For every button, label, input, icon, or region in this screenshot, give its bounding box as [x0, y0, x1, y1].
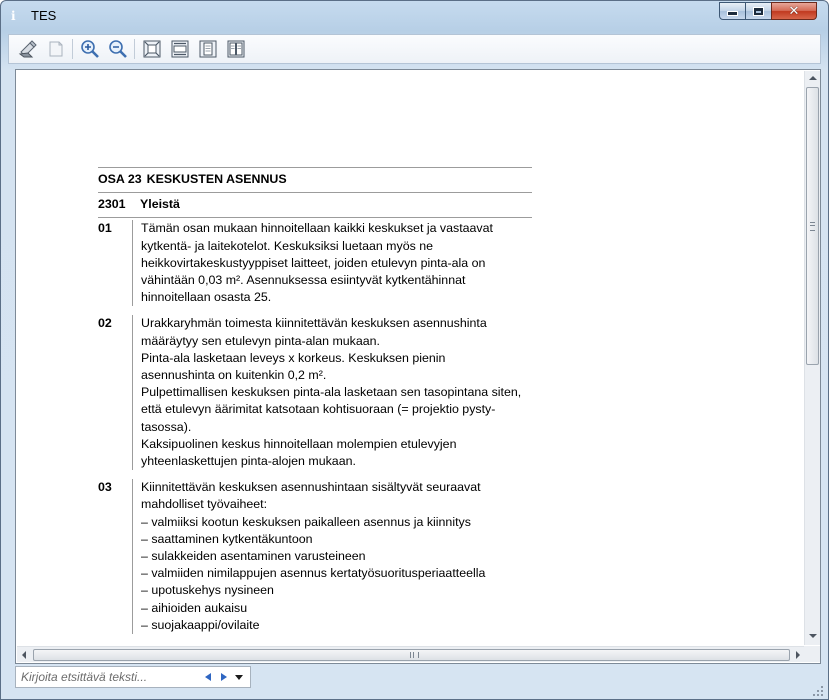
paragraph-text: Kiinnitettävän keskuksen asennushintaan sisältyvät seuraavat mahdolliset työvaiheet: – valmiiksi kootun keskuksen paikalleen asennus ja kiinnitys – saattaminen kytkentäkuntoon – sulakkeiden asentaminen varusteineen – valmiiden nimilappujen asennus kertatyösuoritusperiaatteella – upotuskehys nysineen – aihioiden aukaisu – suojakaappi/ovilaite [141, 480, 486, 632]
minimize-button[interactable] [719, 2, 746, 20]
fit-page-button[interactable] [141, 38, 163, 60]
document-viewer[interactable] [15, 69, 821, 664]
scroll-up-icon[interactable] [809, 76, 817, 80]
fit-page-icon [142, 39, 162, 59]
paragraph-01 [98, 218, 532, 306]
maximize-button[interactable] [745, 2, 772, 20]
fit-width-button[interactable] [169, 38, 191, 60]
horizontal-scrollbar[interactable] [17, 646, 804, 662]
find-bar [15, 666, 251, 688]
chevron-down-icon[interactable] [235, 675, 243, 680]
section-number: OSA 23 [98, 172, 142, 186]
minimize-icon [727, 11, 738, 16]
single-page-button[interactable] [197, 38, 219, 60]
subsection-title: Yleistä [140, 197, 180, 212]
print-button[interactable] [17, 38, 39, 60]
subsection-heading [98, 193, 532, 217]
horizontal-scroll-thumb[interactable] [33, 649, 790, 661]
close-icon: ✕ [788, 3, 800, 19]
find-next-icon[interactable] [221, 673, 227, 681]
section-title: KESKUSTEN ASENNUS [146, 172, 287, 186]
page-button[interactable] [45, 38, 67, 60]
zoom-in-button[interactable] [79, 38, 101, 60]
find-previous-icon[interactable] [205, 673, 211, 681]
document-page [17, 71, 803, 645]
vertical-scroll-thumb[interactable] [806, 87, 819, 365]
grip-icon [810, 222, 815, 231]
document-content [98, 167, 532, 641]
subsection-number: 2301 [98, 197, 126, 212]
paragraph-number: 02 [98, 315, 133, 470]
scroll-down-icon[interactable] [809, 634, 817, 638]
paragraph-number: 03 [98, 479, 133, 634]
title-bar[interactable] [1, 1, 828, 31]
paragraph-02 [98, 313, 532, 470]
search-input[interactable] [18, 669, 204, 685]
grip-icon [410, 652, 419, 658]
app-icon: i [11, 9, 16, 23]
paragraph-text: Urakkaryhmän toimesta kiinnitettävän keskuksen asennushinta määräytyy sen etulevyn pinta-alan mukaan. Pinta-ala lasketaan leveys x korkeus. Keskuksen pienin asennushinta on kuitenkin 0,2 m². Pulpettimallisen keskuksen pinta-ala lasketaan sen tasopintana siten, että etulevyn äärimitat katsotaan kohtisuoraan (= projektio pysty- tasossa). Kaksipuolinen keskus hinnoitellaan molempien etulevyjen yhteenlaskettujen pinta-alojen mukaan. [141, 316, 522, 469]
scroll-left-icon[interactable] [22, 651, 26, 659]
single-page-icon [198, 39, 218, 59]
fit-width-icon [170, 39, 190, 59]
zoom-in-icon [80, 39, 100, 59]
paragraph-text: Tämän osan mukaan hinnoitellaan kaikki keskukset ja vastaavat kytkentä- ja laitekotelot. Keskuksiksi luetaan myös ne heikkovirtakeskustyyppiset laitteet, joiden etulevyn pinta-ala on vähintään 0,03 m². Asennuksessa esiintyvät kytkentähinnat hinnoitellaan osasta 25. [141, 221, 493, 305]
paragraph-03 [98, 477, 532, 634]
close-button[interactable] [771, 2, 817, 20]
toolbar-separator [72, 39, 73, 59]
print-icon [18, 39, 38, 59]
scroll-right-icon[interactable] [796, 651, 800, 659]
zoom-out-icon [108, 39, 128, 59]
maximize-icon [754, 8, 763, 15]
zoom-out-button[interactable] [107, 38, 129, 60]
two-pages-icon [226, 39, 246, 59]
toolbar-separator [134, 39, 135, 59]
toolbar [8, 34, 821, 64]
two-pages-button[interactable] [225, 38, 247, 60]
scrollbar-corner [804, 646, 820, 662]
resize-grip-icon[interactable] [813, 686, 825, 698]
section-heading [98, 168, 532, 192]
vertical-scrollbar[interactable] [804, 71, 820, 645]
window-title: TES [31, 8, 57, 23]
page-icon [46, 39, 66, 59]
paragraph-number: 01 [98, 220, 133, 306]
